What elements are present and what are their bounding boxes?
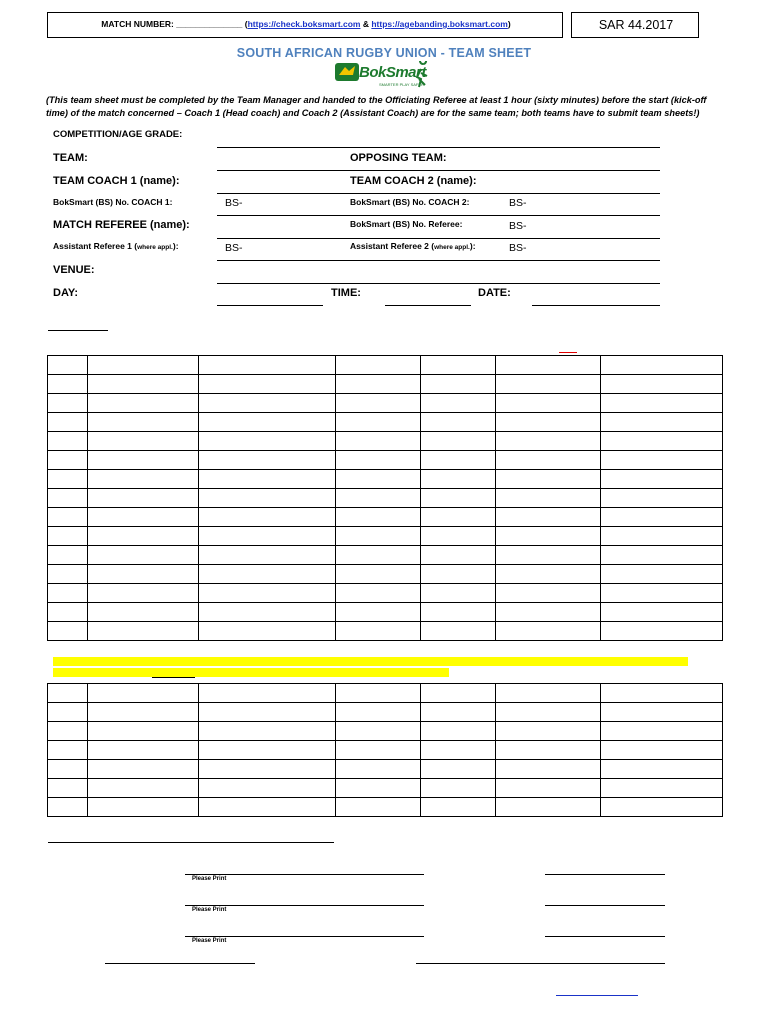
player-cell[interactable] bbox=[336, 451, 421, 470]
player-cell[interactable] bbox=[48, 413, 88, 432]
opposing-team-label: OPPOSING TEAM: bbox=[350, 152, 447, 164]
player-cell[interactable] bbox=[199, 375, 336, 394]
player-cell[interactable] bbox=[496, 603, 601, 622]
player-cell[interactable] bbox=[421, 451, 496, 470]
reserve-cell[interactable] bbox=[48, 684, 88, 703]
player-cell[interactable] bbox=[336, 432, 421, 451]
player-cell[interactable] bbox=[421, 565, 496, 584]
player-cell[interactable] bbox=[336, 508, 421, 527]
player-cell[interactable] bbox=[421, 527, 496, 546]
player-cell[interactable] bbox=[48, 470, 88, 489]
player-cell[interactable] bbox=[496, 622, 601, 641]
bs-coach-field[interactable] bbox=[217, 215, 660, 216]
player-cell[interactable] bbox=[421, 394, 496, 413]
reserve-cell[interactable] bbox=[48, 779, 88, 798]
player-cell[interactable] bbox=[199, 394, 336, 413]
player-cell[interactable] bbox=[421, 603, 496, 622]
player-cell[interactable] bbox=[496, 394, 601, 413]
player-cell[interactable] bbox=[336, 356, 421, 375]
reserve-cell[interactable] bbox=[48, 798, 88, 817]
player-row bbox=[48, 451, 723, 470]
reserve-cell[interactable] bbox=[601, 703, 723, 722]
red-mark bbox=[559, 352, 577, 353]
player-cell[interactable] bbox=[496, 565, 601, 584]
amp-text: & bbox=[360, 19, 372, 29]
competition-field[interactable] bbox=[217, 147, 660, 148]
player-cell[interactable] bbox=[199, 527, 336, 546]
reserve-cell[interactable] bbox=[199, 760, 336, 779]
bs-coach2-label: BokSmart (BS) No. COACH 2: bbox=[350, 197, 470, 207]
logo-text: BokSmart bbox=[359, 64, 426, 81]
player-cell[interactable] bbox=[199, 451, 336, 470]
reserve-cell[interactable] bbox=[336, 722, 421, 741]
player-cell[interactable] bbox=[88, 451, 199, 470]
player-cell[interactable] bbox=[88, 394, 199, 413]
reserve-cell[interactable] bbox=[496, 798, 601, 817]
player-cell[interactable] bbox=[421, 584, 496, 603]
venue-field[interactable] bbox=[217, 283, 660, 284]
player-cell[interactable] bbox=[336, 413, 421, 432]
print-name-line-2[interactable] bbox=[185, 905, 424, 906]
player-cell[interactable] bbox=[88, 432, 199, 451]
player-cell[interactable] bbox=[336, 394, 421, 413]
reserve-cell[interactable] bbox=[496, 741, 601, 760]
please-print-1: Please Print bbox=[192, 876, 227, 882]
player-cell[interactable] bbox=[601, 584, 723, 603]
reserve-cell[interactable] bbox=[336, 779, 421, 798]
player-cell[interactable] bbox=[496, 451, 601, 470]
player-row bbox=[48, 527, 723, 546]
player-cell[interactable] bbox=[496, 356, 601, 375]
player-cell[interactable] bbox=[601, 413, 723, 432]
reserve-cell[interactable] bbox=[48, 741, 88, 760]
reserve-cell[interactable] bbox=[496, 779, 601, 798]
reserve-cell[interactable] bbox=[496, 760, 601, 779]
player-cell[interactable] bbox=[336, 603, 421, 622]
player-cell[interactable] bbox=[48, 432, 88, 451]
team-field[interactable] bbox=[217, 170, 660, 171]
reserve-cell[interactable] bbox=[88, 684, 199, 703]
reserve-cell[interactable] bbox=[88, 798, 199, 817]
reserve-cell[interactable] bbox=[496, 684, 601, 703]
player-cell[interactable] bbox=[199, 546, 336, 565]
reserve-cell[interactable] bbox=[88, 760, 199, 779]
page-title: SOUTH AFRICAN RUGBY UNION - TEAM SHEET bbox=[236, 46, 532, 60]
player-cell[interactable] bbox=[336, 470, 421, 489]
player-cell[interactable] bbox=[336, 622, 421, 641]
reserve-cell[interactable] bbox=[421, 684, 496, 703]
referee-label: MATCH REFEREE (name): bbox=[53, 219, 190, 231]
player-cell[interactable] bbox=[496, 489, 601, 508]
reserve-row bbox=[48, 798, 723, 817]
player-cell[interactable] bbox=[601, 565, 723, 584]
player-cell[interactable] bbox=[496, 470, 601, 489]
player-cell[interactable] bbox=[88, 356, 199, 375]
player-cell[interactable] bbox=[601, 356, 723, 375]
match-number-line bbox=[48, 19, 564, 29]
form-code: SAR 44.2017 bbox=[598, 18, 674, 32]
reserve-cell[interactable] bbox=[421, 741, 496, 760]
player-row bbox=[48, 432, 723, 451]
reserve-cell[interactable] bbox=[336, 760, 421, 779]
reserve-cell[interactable] bbox=[199, 741, 336, 760]
player-cell[interactable] bbox=[421, 546, 496, 565]
reserve-cell[interactable] bbox=[601, 760, 723, 779]
ar2-bs-value[interactable]: BS- bbox=[509, 242, 527, 254]
player-cell[interactable] bbox=[336, 565, 421, 584]
player-row bbox=[48, 508, 723, 527]
player-cell[interactable] bbox=[88, 489, 199, 508]
player-row bbox=[48, 413, 723, 432]
player-cell[interactable] bbox=[496, 413, 601, 432]
bs-coach2-value[interactable]: BS- bbox=[509, 197, 527, 209]
player-row bbox=[48, 489, 723, 508]
player-row bbox=[48, 356, 723, 375]
player-cell[interactable] bbox=[601, 432, 723, 451]
reserve-cell[interactable] bbox=[88, 741, 199, 760]
venue-label: VENUE: bbox=[53, 264, 95, 276]
player-cell[interactable] bbox=[496, 584, 601, 603]
reserve-cell[interactable] bbox=[421, 760, 496, 779]
player-row bbox=[48, 375, 723, 394]
player-cell[interactable] bbox=[48, 375, 88, 394]
ar1-bs-value[interactable]: BS- bbox=[225, 242, 243, 254]
player-cell[interactable] bbox=[48, 394, 88, 413]
print-name-line-1[interactable] bbox=[185, 874, 424, 875]
player-cell[interactable] bbox=[601, 622, 723, 641]
ar1-label-small: where appl. bbox=[137, 244, 173, 251]
reserve-cell[interactable] bbox=[421, 722, 496, 741]
player-cell[interactable] bbox=[601, 489, 723, 508]
signature-line-3[interactable] bbox=[545, 936, 665, 937]
match-number-box bbox=[47, 12, 563, 38]
reserve-cell[interactable] bbox=[496, 703, 601, 722]
player-cell[interactable] bbox=[199, 356, 336, 375]
highlight-underline bbox=[152, 677, 195, 678]
logo-tagline: SMARTER PLAY SAFER bbox=[379, 82, 424, 87]
player-cell[interactable] bbox=[421, 413, 496, 432]
player-row bbox=[48, 470, 723, 489]
signature-line-2[interactable] bbox=[545, 905, 665, 906]
player-cell[interactable] bbox=[88, 470, 199, 489]
ar-field[interactable] bbox=[217, 260, 660, 261]
player-cell[interactable] bbox=[421, 375, 496, 394]
player-cell[interactable] bbox=[601, 394, 723, 413]
player-cell[interactable] bbox=[88, 603, 199, 622]
boksmart-logo bbox=[335, 61, 435, 91]
date-label: DATE: bbox=[478, 287, 511, 299]
player-cell[interactable] bbox=[88, 375, 199, 394]
ar2-label bbox=[350, 241, 476, 251]
reserve-cell[interactable] bbox=[199, 779, 336, 798]
player-cell[interactable] bbox=[48, 489, 88, 508]
reserve-row bbox=[48, 703, 723, 722]
player-cell[interactable] bbox=[88, 546, 199, 565]
highlight-bar-2 bbox=[53, 668, 449, 677]
coach2-label: TEAM COACH 2 (name): bbox=[350, 175, 477, 187]
check-boksmart-link[interactable]: https://check.boksmart.com bbox=[247, 19, 361, 29]
player-cell[interactable] bbox=[88, 527, 199, 546]
reserve-cell[interactable] bbox=[48, 760, 88, 779]
team-label: TEAM: bbox=[53, 152, 88, 164]
player-cell[interactable] bbox=[601, 470, 723, 489]
reserves-table bbox=[47, 683, 723, 817]
time-field[interactable] bbox=[385, 305, 471, 306]
footer-link-underline[interactable] bbox=[556, 995, 638, 996]
player-cell[interactable] bbox=[421, 622, 496, 641]
player-row bbox=[48, 603, 723, 622]
player-cell[interactable] bbox=[336, 546, 421, 565]
reserve-row bbox=[48, 741, 723, 760]
time-label: TIME: bbox=[331, 287, 361, 299]
player-row bbox=[48, 565, 723, 584]
player-cell[interactable] bbox=[88, 413, 199, 432]
form-code-box bbox=[571, 12, 699, 38]
player-cell[interactable] bbox=[88, 565, 199, 584]
bs-referee-label: BokSmart (BS) No. Referee: bbox=[350, 219, 463, 229]
player-cell[interactable] bbox=[421, 432, 496, 451]
player-cell[interactable] bbox=[496, 527, 601, 546]
section-underline bbox=[48, 330, 108, 331]
reserve-cell[interactable] bbox=[88, 722, 199, 741]
reserve-cell[interactable] bbox=[601, 779, 723, 798]
close-paren: ) bbox=[507, 19, 511, 29]
agebanding-link[interactable]: https://agebanding.boksmart.com bbox=[371, 19, 508, 29]
ar1-label bbox=[53, 241, 179, 251]
player-cell[interactable] bbox=[48, 565, 88, 584]
coach-field[interactable] bbox=[217, 193, 660, 194]
player-cell[interactable] bbox=[421, 489, 496, 508]
reserve-cell[interactable] bbox=[601, 684, 723, 703]
player-cell[interactable] bbox=[601, 375, 723, 394]
signature-divider bbox=[48, 842, 334, 843]
player-cell[interactable] bbox=[496, 432, 601, 451]
reserve-cell[interactable] bbox=[199, 703, 336, 722]
bs-coach1-label: BokSmart (BS) No. COACH 1: bbox=[53, 197, 173, 207]
player-cell[interactable] bbox=[199, 432, 336, 451]
player-cell[interactable] bbox=[496, 508, 601, 527]
reserve-cell[interactable] bbox=[496, 722, 601, 741]
player-cell[interactable] bbox=[496, 375, 601, 394]
player-cell[interactable] bbox=[601, 451, 723, 470]
ar2-label-suffix: ): bbox=[469, 241, 476, 251]
reserve-row bbox=[48, 779, 723, 798]
reserve-row bbox=[48, 722, 723, 741]
players-table bbox=[47, 355, 723, 641]
official-signature-line[interactable] bbox=[416, 963, 665, 964]
reserve-cell[interactable] bbox=[601, 798, 723, 817]
player-cell[interactable] bbox=[601, 508, 723, 527]
reserve-cell[interactable] bbox=[199, 684, 336, 703]
instruction-note: (This team sheet must be completed by the Team Manager and handed to the Officiating Referee at least 1 hour (sixty minutes) before the start (kick-off time) of the match concerned – Coach 1 (Head coach) and Coach 2 (Assistant Coach) are for the same team; both teams have to submit team sheets!) bbox=[46, 95, 707, 118]
player-cell[interactable] bbox=[199, 470, 336, 489]
player-cell[interactable] bbox=[199, 508, 336, 527]
player-row bbox=[48, 584, 723, 603]
player-row bbox=[48, 622, 723, 641]
bs-referee-value[interactable]: BS- bbox=[509, 220, 527, 232]
reserve-cell[interactable] bbox=[336, 741, 421, 760]
ar1-label-prefix: Assistant Referee 1 ( bbox=[53, 241, 138, 251]
reserve-cell[interactable] bbox=[601, 722, 723, 741]
player-cell[interactable] bbox=[336, 489, 421, 508]
player-cell[interactable] bbox=[48, 546, 88, 565]
date-field[interactable] bbox=[532, 305, 660, 306]
player-cell[interactable] bbox=[601, 546, 723, 565]
ar2-label-small: where appl. bbox=[434, 244, 470, 251]
player-row bbox=[48, 546, 723, 565]
player-cell[interactable] bbox=[48, 527, 88, 546]
player-cell[interactable] bbox=[48, 356, 88, 375]
player-cell[interactable] bbox=[199, 489, 336, 508]
player-cell[interactable] bbox=[199, 413, 336, 432]
player-cell[interactable] bbox=[601, 527, 723, 546]
player-cell[interactable] bbox=[336, 527, 421, 546]
reserve-row bbox=[48, 760, 723, 779]
reserve-row bbox=[48, 684, 723, 703]
player-cell[interactable] bbox=[336, 375, 421, 394]
please-print-2: Please Print bbox=[192, 907, 227, 913]
player-cell[interactable] bbox=[48, 584, 88, 603]
player-cell[interactable] bbox=[48, 603, 88, 622]
match-number-label: MATCH NUMBER: ______________ ( bbox=[101, 19, 248, 29]
reserve-cell[interactable] bbox=[421, 779, 496, 798]
reserve-cell[interactable] bbox=[48, 703, 88, 722]
player-cell[interactable] bbox=[88, 584, 199, 603]
player-cell[interactable] bbox=[421, 356, 496, 375]
signature-line-1[interactable] bbox=[545, 874, 665, 875]
player-cell[interactable] bbox=[601, 603, 723, 622]
reserve-cell[interactable] bbox=[336, 684, 421, 703]
player-cell[interactable] bbox=[48, 622, 88, 641]
player-cell[interactable] bbox=[48, 451, 88, 470]
player-cell[interactable] bbox=[199, 603, 336, 622]
day-label: DAY: bbox=[53, 287, 79, 299]
player-cell[interactable] bbox=[199, 584, 336, 603]
reserve-cell[interactable] bbox=[421, 703, 496, 722]
reserve-cell[interactable] bbox=[199, 722, 336, 741]
ar2-label-prefix: Assistant Referee 2 ( bbox=[350, 241, 435, 251]
date-signature-line[interactable] bbox=[105, 963, 255, 964]
reserve-cell[interactable] bbox=[421, 798, 496, 817]
bs-coach1-value[interactable]: BS- bbox=[225, 197, 243, 209]
player-cell[interactable] bbox=[88, 622, 199, 641]
print-name-line-3[interactable] bbox=[185, 936, 424, 937]
day-field[interactable] bbox=[217, 305, 323, 306]
please-print-3: Please Print bbox=[192, 938, 227, 944]
reserve-cell[interactable] bbox=[336, 703, 421, 722]
player-cell[interactable] bbox=[48, 508, 88, 527]
player-cell[interactable] bbox=[496, 546, 601, 565]
player-cell[interactable] bbox=[199, 565, 336, 584]
highlight-bar-1 bbox=[53, 657, 688, 666]
reserve-cell[interactable] bbox=[88, 703, 199, 722]
reserve-cell[interactable] bbox=[88, 779, 199, 798]
referee-field[interactable] bbox=[217, 238, 660, 239]
reserve-cell[interactable] bbox=[199, 798, 336, 817]
player-cell[interactable] bbox=[421, 508, 496, 527]
ar1-label-suffix: ): bbox=[172, 241, 179, 251]
reserve-cell[interactable] bbox=[336, 798, 421, 817]
player-cell[interactable] bbox=[336, 584, 421, 603]
player-cell[interactable] bbox=[88, 508, 199, 527]
coach1-label: TEAM COACH 1 (name): bbox=[53, 175, 180, 187]
competition-label: COMPETITION/AGE GRADE: bbox=[53, 129, 183, 140]
reserve-cell[interactable] bbox=[48, 722, 88, 741]
player-row bbox=[48, 394, 723, 413]
reserve-cell[interactable] bbox=[601, 741, 723, 760]
player-cell[interactable] bbox=[199, 622, 336, 641]
player-cell[interactable] bbox=[421, 470, 496, 489]
